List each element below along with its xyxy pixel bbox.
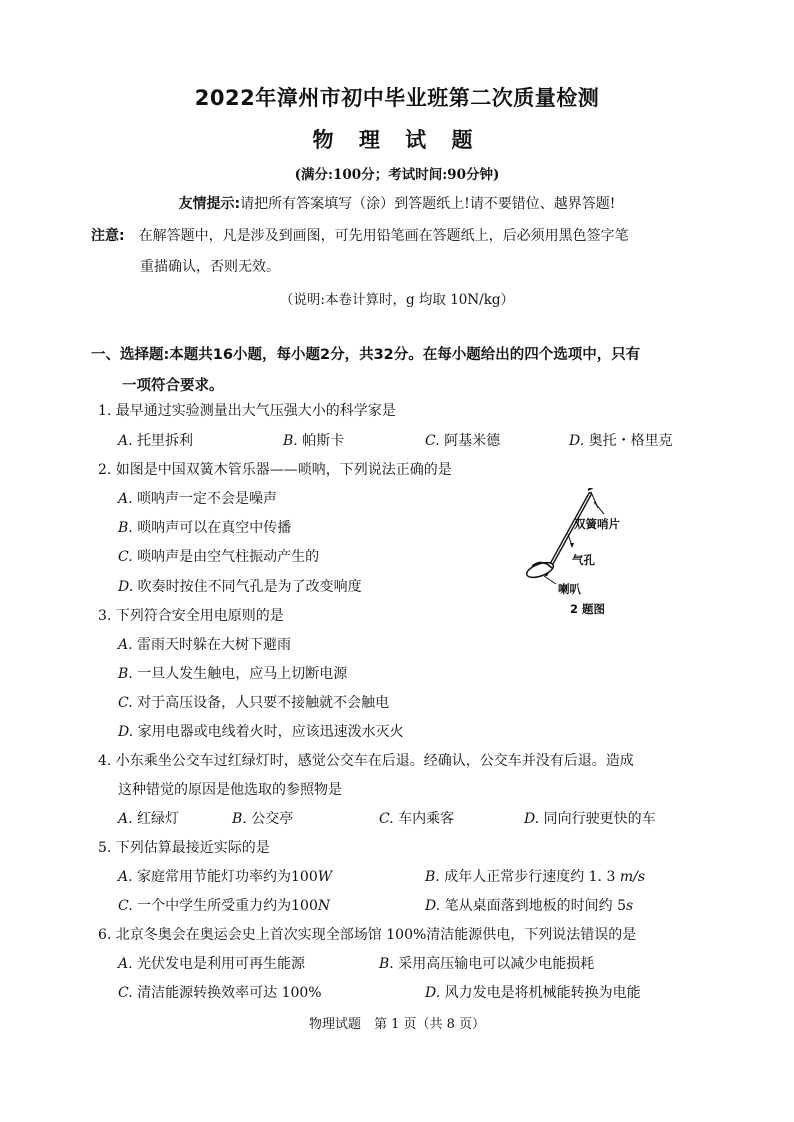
q6-option-a: A. 光伏发电是利用可再生能源 xyxy=(118,956,306,972)
tip-label: 友情提示: xyxy=(178,196,241,212)
q3-option-c: C. 对于高压设备，人只要不接触就不会触电 xyxy=(118,695,390,711)
q4-option-d: D. 同向行驶更快的车 xyxy=(524,811,656,827)
q5-option-b: B. 成年人正常步行速度约 1. 3 m/s xyxy=(425,869,646,885)
q2-option-b: B. 唢呐声可以在真空中传播 xyxy=(118,520,292,536)
question-3-stem: 3. 下列符合安全用电原则的是 xyxy=(98,608,284,624)
q3-option-b: B. 一旦人发生触电，应马上切断电源 xyxy=(118,666,348,682)
friendly-tip xyxy=(0,193,794,213)
q4-option-c: C. 车内乘客 xyxy=(379,811,455,827)
page-footer: 物理试题 第 1 页（共 8 页） xyxy=(308,1017,486,1032)
question-5-stem: 5. 下列估算最接近实际的是 xyxy=(98,840,270,856)
section-heading-cont: 一项符合要求。 xyxy=(122,378,224,394)
tip-text: 请把所有答案填写（涂）到答题纸上!请不要错位、越界答题! xyxy=(240,196,616,212)
note-line-2: 重描确认，否则无效。 xyxy=(140,259,280,275)
q1-option-a: A. 托里拆利 xyxy=(118,433,194,449)
calculation-note: （说明:本卷计算时，g 均取 10N/kg） xyxy=(279,292,515,308)
question-1-stem: 1. 最早通过实验测量出大气压强大小的科学家是 xyxy=(98,403,396,419)
exam-title: 2022年漳州市初中毕业班第二次质量检测 xyxy=(194,86,600,110)
note-label: 注意: xyxy=(91,228,125,244)
label-bell: 喇叭 xyxy=(558,582,581,596)
q2-option-d: D. 吹奏时按住不同气孔是为了改变响度 xyxy=(118,579,362,595)
section-heading: 一、选择题:本题共16小题，每小题2分，共32分。在每小题给出的四个选项中，只有 xyxy=(91,347,641,363)
note-text-1: 在解答题中，凡是涉及到画图，可先用铅笔画在答题纸上，后必须用黑色签字笔 xyxy=(138,228,629,244)
question-4-stem-cont: 这种错觉的原因是他选取的参照物是 xyxy=(118,782,342,798)
q4-option-b: B. 公交亭 xyxy=(232,811,294,827)
q1-option-c: C. 阿基米德 xyxy=(425,433,501,449)
exam-subject: 物 理 试 题 xyxy=(312,128,482,152)
q5-option-c: C. 一个中学生所受重力约为100N xyxy=(118,898,331,914)
q4-option-a: A. 红绿灯 xyxy=(118,811,180,827)
q5-option-a: A. 家庭常用节能灯功率约为100W xyxy=(118,869,333,885)
q6-option-d: D. 风力发电是将机械能转换为电能 xyxy=(425,985,641,1001)
question-6-stem: 6. 北京冬奥会在奥运会史上首次实现全部场馆 100%清洁能源供电，下列说法错误的是 xyxy=(98,927,637,943)
q3-option-d: D. 家用电器或电线着火时，应该迅速泼水灭火 xyxy=(118,724,404,740)
note-line-1 xyxy=(91,225,629,245)
figure-caption: 2 题图 xyxy=(570,602,606,616)
question-4-stem: 4. 小东乘坐公交车过红绿灯时，感觉公交车在后退。经确认，公交车并没有后退。造成 xyxy=(98,753,634,769)
q2-option-a: A. 唢呐声一定不会是噪声 xyxy=(118,491,278,507)
q1-option-d: D. 奥托・格里克 xyxy=(569,433,673,449)
q3-option-a: A. 雷雨天时躲在大树下避雨 xyxy=(118,637,292,653)
question-2-stem: 2. 如图是中国双簧木管乐器——唢呐，下列说法正确的是 xyxy=(98,462,452,478)
suona-figure xyxy=(512,488,652,618)
label-reed: 双簧哨片 xyxy=(574,517,620,531)
q2-option-c: C. 唢呐声是由空气柱振动产生的 xyxy=(118,549,320,565)
q1-option-b: B. 帕斯卡 xyxy=(283,433,345,449)
score-info: (满分:100分；考试时间:90分钟) xyxy=(294,167,500,183)
q5-option-d: D. 笔从桌面落到地板的时间约 5s xyxy=(425,898,634,914)
q6-option-b: B. 采用高压输电可以减少电能损耗 xyxy=(379,956,595,972)
label-air-hole: 气孔 xyxy=(572,553,595,567)
q6-option-c: C. 清洁能源转换效率可达 100% xyxy=(118,985,322,1001)
